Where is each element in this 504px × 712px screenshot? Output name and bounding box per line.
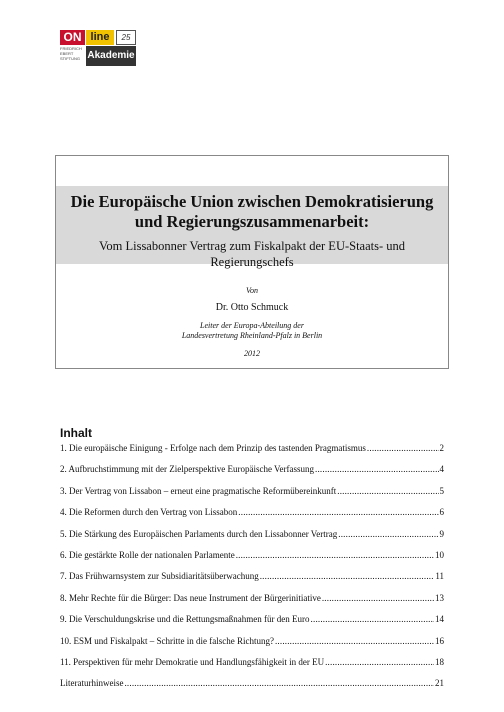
toc-entry-page: 13: [435, 592, 444, 603]
toc-entry-label: 11. Perspektiven für mehr Demokratie und Handlungsfähigkeit in der EU: [60, 656, 325, 667]
toc-entry-page: 5: [439, 485, 444, 496]
document-subtitle: Vom Lissabonner Vertrag zum Fiskalpakt der EU-Staats- und Regierungschefs: [98, 239, 406, 269]
author-role-line-2: Landesvertretung Rheinland-Pfalz in Berlin: [181, 331, 323, 340]
toc-entry-page: 21: [435, 678, 444, 689]
logo-line: line: [86, 30, 114, 45]
toc-entry-label: 9. Die Verschuldungskrise und die Rettungsmaßnahmen für den Euro: [60, 614, 310, 625]
toc-entry-page: 16: [435, 635, 444, 646]
publication-year: 2012: [244, 349, 260, 358]
toc-entry-label: Literaturhinweise: [60, 678, 124, 689]
toc-entry-page: 10: [435, 549, 444, 560]
title-box: [55, 155, 449, 369]
toc-heading: Inhalt: [60, 426, 92, 440]
toc-entry-label: 3. Der Vertrag von Lissabon – erneut eine pragmatische Reformübereinkunft: [60, 485, 337, 496]
toc-leader: [124, 678, 434, 688]
logo-akademie: Akademie: [86, 46, 136, 66]
toc-leader: [238, 507, 438, 517]
toc-leader: [275, 636, 434, 646]
logo-on: ON: [60, 30, 85, 45]
toc-entry-label: 6. Die gestärkte Rolle der nationalen Parlamente: [60, 549, 235, 560]
toc-leader: [337, 486, 438, 496]
toc-leader: [325, 657, 434, 667]
toc-entry[interactable]: [60, 636, 444, 657]
toc-entry-label: 4. Die Reformen durch den Vertrag von Lissabon: [60, 507, 238, 518]
toc-entry-page: 2: [439, 443, 444, 453]
logo-anniversary-badge: 25: [116, 30, 136, 45]
toc-leader: [260, 571, 435, 581]
toc-entry-page: 18: [435, 656, 444, 667]
toc-leader: [367, 443, 439, 453]
toc-entry-page: 9: [439, 528, 444, 539]
author-role-line-1: Leiter der Europa-Abteilung der: [200, 321, 304, 330]
toc-leader: [311, 614, 434, 624]
toc-entry[interactable]: [60, 486, 444, 507]
toc-entry[interactable]: [60, 571, 444, 592]
toc-entry[interactable]: [60, 657, 444, 678]
toc-entry[interactable]: [60, 507, 444, 528]
toc-leader: [236, 550, 434, 560]
toc-entry[interactable]: [60, 529, 444, 550]
toc-entry-page: 11: [435, 571, 444, 582]
toc-leader: [322, 593, 434, 603]
toc-entry[interactable]: [60, 614, 444, 635]
online-akademie-logo: [60, 30, 136, 66]
toc-entry-page: 14: [435, 614, 444, 625]
toc-entry-label: 8. Mehr Rechte für die Bürger: Das neue Instrument der Bürgerinitiative: [60, 592, 321, 603]
toc-entry[interactable]: [60, 593, 444, 614]
toc-entry-label: 10. ESM und Fiskalpakt – Schritte in die falsche Richtung?: [60, 635, 274, 646]
toc-entry[interactable]: [60, 443, 444, 464]
toc-entry-page: 4: [439, 464, 444, 475]
by-label: Von: [246, 286, 258, 295]
toc-entry-page: 6: [439, 507, 444, 518]
toc-entry[interactable]: [60, 550, 444, 571]
toc-entry-label: 2. Aufbruchstimmung mit der Zielperspektive Europäische Verfassung: [60, 464, 315, 475]
table-of-contents: [60, 443, 444, 700]
toc-entry-label: 7. Das Frühwarnsystem zur Subsidiaritätsüberwachung: [60, 571, 259, 582]
toc-entry-label: 1. Die europäische Einigung - Erfolge nach dem Prinzip des tastenden Pragmatismus: [60, 443, 366, 453]
toc-leader: [338, 529, 438, 539]
logo-fes: FRIEDRICH EBERT STIFTUNG: [60, 46, 82, 61]
author-name: Dr. Otto Schmuck: [215, 302, 289, 313]
document-title: Die Europäische Union zwischen Demokratisierung und Regierungszusammenarbeit:: [70, 192, 434, 231]
toc-entry[interactable]: [60, 678, 444, 699]
title-band: [56, 186, 448, 269]
toc-leader: [315, 464, 438, 474]
toc-entry-label: 5. Die Stärkung des Europäischen Parlaments durch den Lissabonner Vertrag: [60, 528, 338, 539]
toc-entry[interactable]: [60, 464, 444, 485]
